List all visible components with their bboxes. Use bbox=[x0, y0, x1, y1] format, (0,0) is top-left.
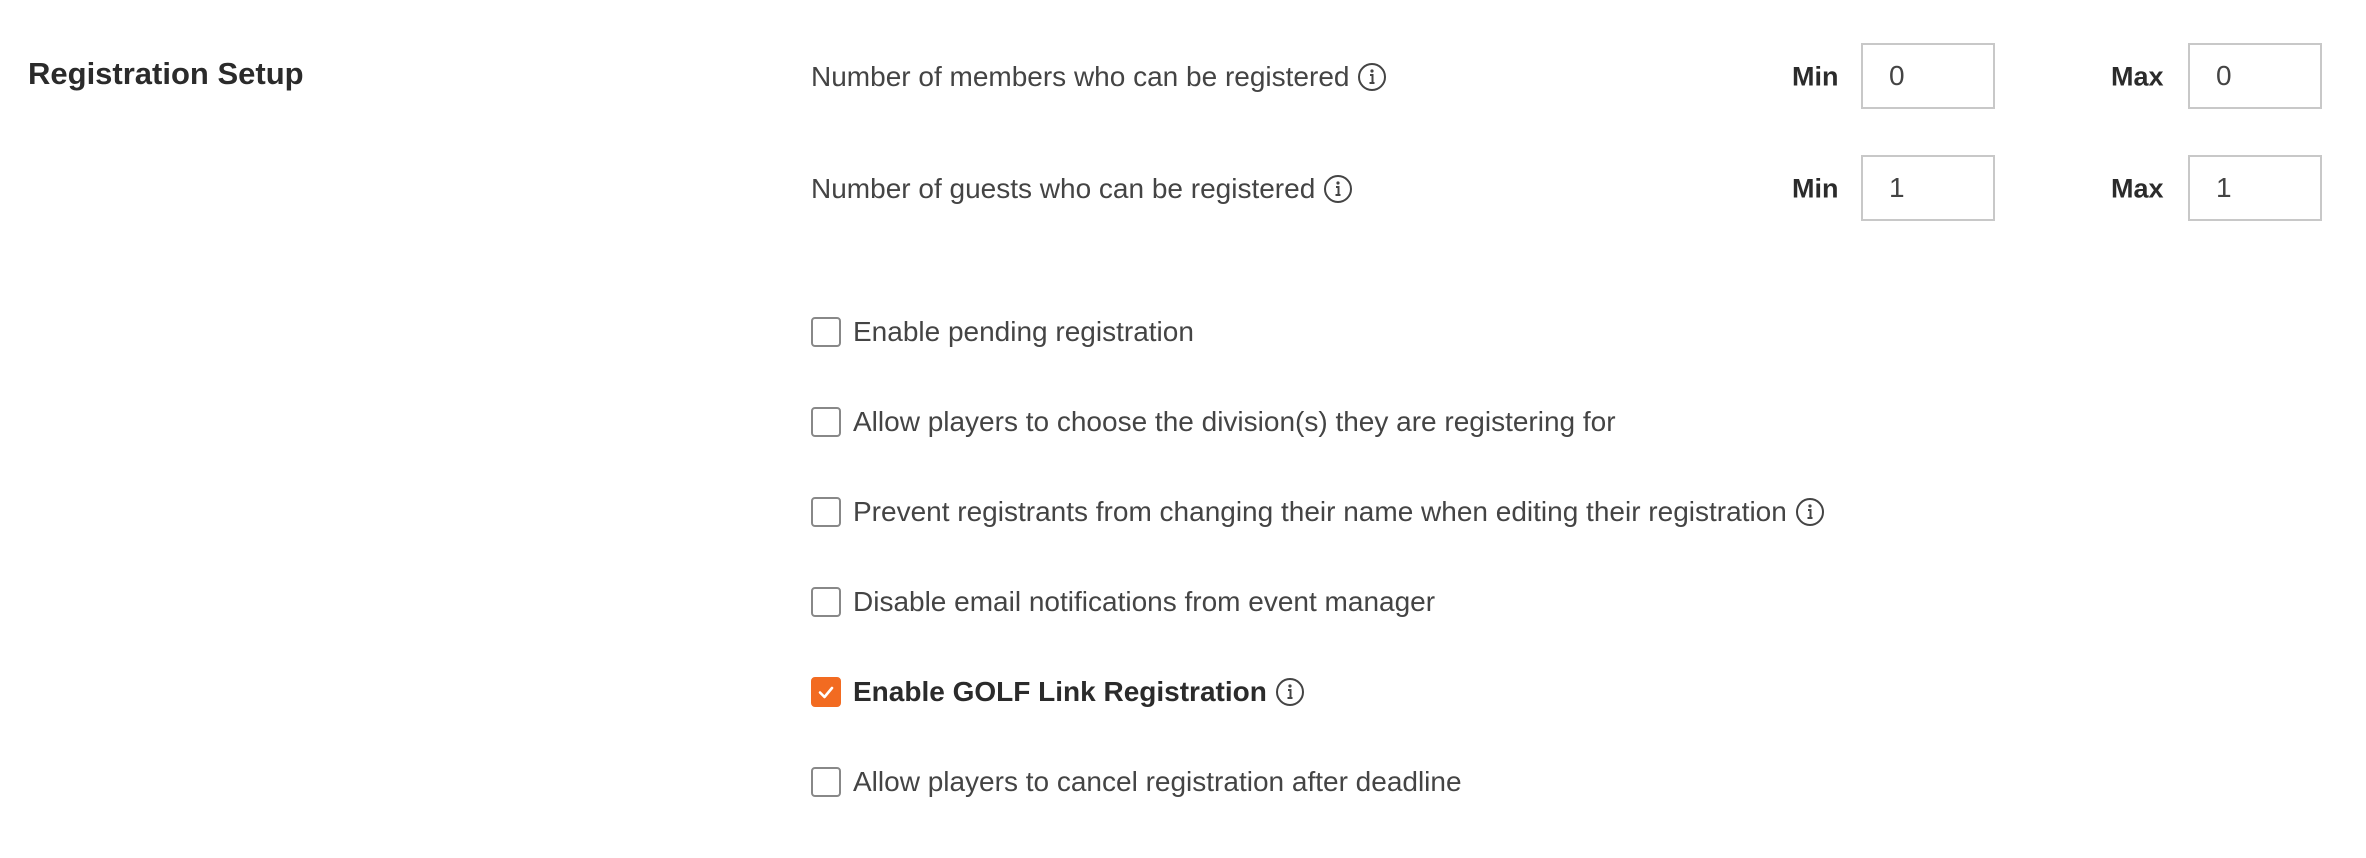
section-title: Registration Setup bbox=[28, 56, 304, 91]
checkbox[interactable] bbox=[811, 767, 841, 797]
members-limit-label: Number of members who can be registered bbox=[811, 61, 1350, 92]
guests-limit-label: Number of guests who can be registered bbox=[811, 173, 1316, 204]
members-max-label: Max bbox=[2111, 61, 2164, 92]
option-disable-email-notifications[interactable] bbox=[811, 582, 1435, 622]
members-min-input[interactable] bbox=[1861, 43, 1995, 109]
checkbox[interactable] bbox=[811, 317, 841, 347]
info-icon[interactable] bbox=[1323, 174, 1353, 204]
guests-limit-label-wrap bbox=[811, 173, 1353, 205]
option-label: Enable pending registration bbox=[853, 316, 1194, 347]
guests-max-input[interactable] bbox=[2188, 155, 2322, 221]
guests-min-label: Min bbox=[1792, 173, 1839, 204]
checkbox[interactable] bbox=[811, 407, 841, 437]
members-max-input[interactable] bbox=[2188, 43, 2322, 109]
info-icon[interactable] bbox=[1275, 677, 1305, 707]
option-label: Disable email notifications from event manager bbox=[853, 586, 1436, 617]
option-label: Enable GOLF Link Registration bbox=[853, 676, 1267, 707]
guests-max-label: Max bbox=[2111, 173, 2164, 204]
option-pending-registration[interactable] bbox=[811, 312, 1194, 352]
guests-min-input[interactable] bbox=[1861, 155, 1995, 221]
members-limit-label-wrap bbox=[811, 61, 1387, 93]
info-icon[interactable] bbox=[1795, 497, 1825, 527]
option-prevent-name-change[interactable] bbox=[811, 492, 1825, 532]
option-choose-division[interactable] bbox=[811, 402, 1616, 442]
option-label: Prevent registrants from changing their name when editing their registration bbox=[853, 496, 1787, 527]
guests-limit-row bbox=[811, 154, 2329, 224]
checkbox-checked[interactable] bbox=[811, 677, 841, 707]
info-icon[interactable] bbox=[1357, 62, 1387, 92]
option-label: Allow players to cancel registration after deadline bbox=[853, 766, 1462, 797]
members-min-label: Min bbox=[1792, 61, 1839, 92]
checkbox[interactable] bbox=[811, 497, 841, 527]
checkbox[interactable] bbox=[811, 587, 841, 617]
members-limit-row bbox=[811, 42, 2329, 112]
option-label: Allow players to choose the division(s) they are registering for bbox=[853, 406, 1616, 437]
option-cancel-after-deadline[interactable] bbox=[811, 762, 1462, 802]
option-golf-link-registration[interactable] bbox=[811, 672, 1305, 712]
checkmark-icon bbox=[816, 682, 836, 702]
